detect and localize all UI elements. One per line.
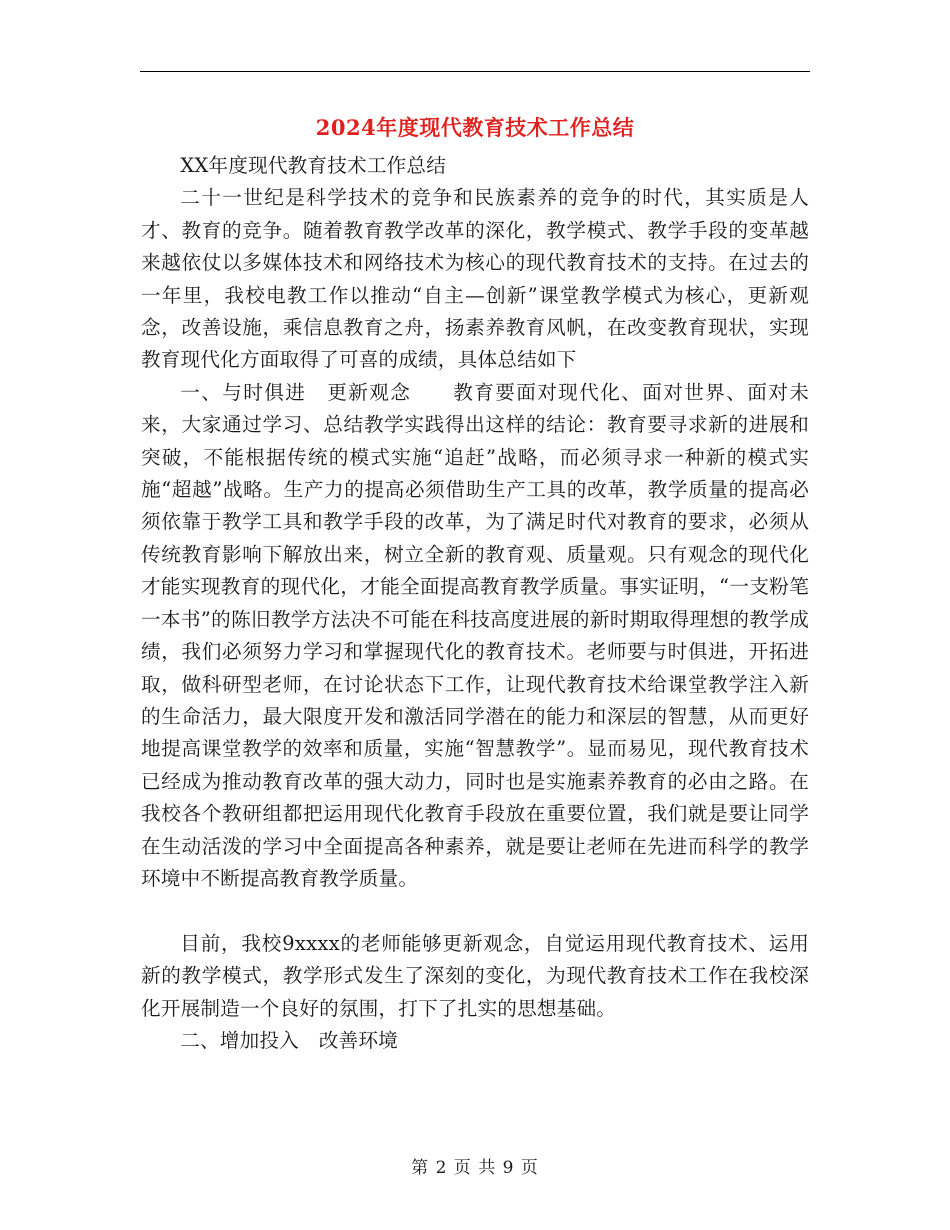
paragraph-subtitle: XX年度现代教育技术工作总结 [180,154,447,177]
paragraph-section-two-heading: 二、增加投入 改善环境 [180,1028,398,1052]
paragraph-current-status: 目前，我校9xxxx的老师能够更新观念，自觉运用现代教育技术、运用新的教学模式，教学形式发生了深刻的变化，为现代教育技术工作在我校深化开展制造一个良好的氛围，打下了扎实的思想基础。 [141,931,809,1020]
header-rule [140,71,810,72]
document-body [141,150,809,1057]
document-title: 2024年度现代教育技术工作总结 [315,115,635,140]
page-number: 第 2 页 共 9 页 [411,1158,539,1178]
paragraph-section-one: 一、与时俱进 更新观念 教育要面对现代化、面对世界、面对未来，大家通过学习、总结教学实践得出这样的结论：教育要寻求新的进展和突破，不能根据传统的模式实施“追赶”战略，而必须寻求一种新的模式实施“超越”战略。生产力的提高必须借助生产工具的改革，教学质量的提高必须依靠于教学工具和教学手段的改革，为了满足时代对教育的要求，必须从传统教育影响下解放出来，树立全新的教育观、质量观。只有观念的现代化才能实现教育的现代化，才能全面提高教育教学质量。事实证明，“一支粉笔一本书”的陈旧教学方法决不可能在科技高度进展的新时期取得理想的教学成绩，我们必须努力学习和掌握现代化的教育技术。老师要与时俱进，开拓进取，做科研型老师，在讨论状态下工作，让现代教育技术给课堂教学注入新的生命活力，最大限度开发和激活同学潜在的能力和深层的智慧，从而更好地提高课堂教学的效率和质量，实施“智慧教学”。显而易见，现代教育技术已经成为推动教育改革的强大动力，同时也是实施素养教育的必由之路。在我校各个教研组都把运用现代化教育手段放在重要位置，我们就是要让同学在生动活泼的学习中全面提高各种素养，就是要让老师在先进而科学的教学环境中不断提高教育教学质量。 [141,380,809,890]
paragraph-intro: 二十一世纪是科学技术的竞争和民族素养的竞争的时代，其实质是人才、教育的竞争。随着教育教学改革的深化，教学模式、教学手段的变革越来越依仗以多媒体技术和网络技术为核心的现代教育技术的支持。在过去的一年里，我校电教工作以推动“自主—创新”课堂教学模式为核心，更新观念，改善设施，乘信息教育之舟，扬素养教育风帆，在改变教育现状，实现教育现代化方面取得了可喜的成绩，具体总结如下 [141,186,809,372]
